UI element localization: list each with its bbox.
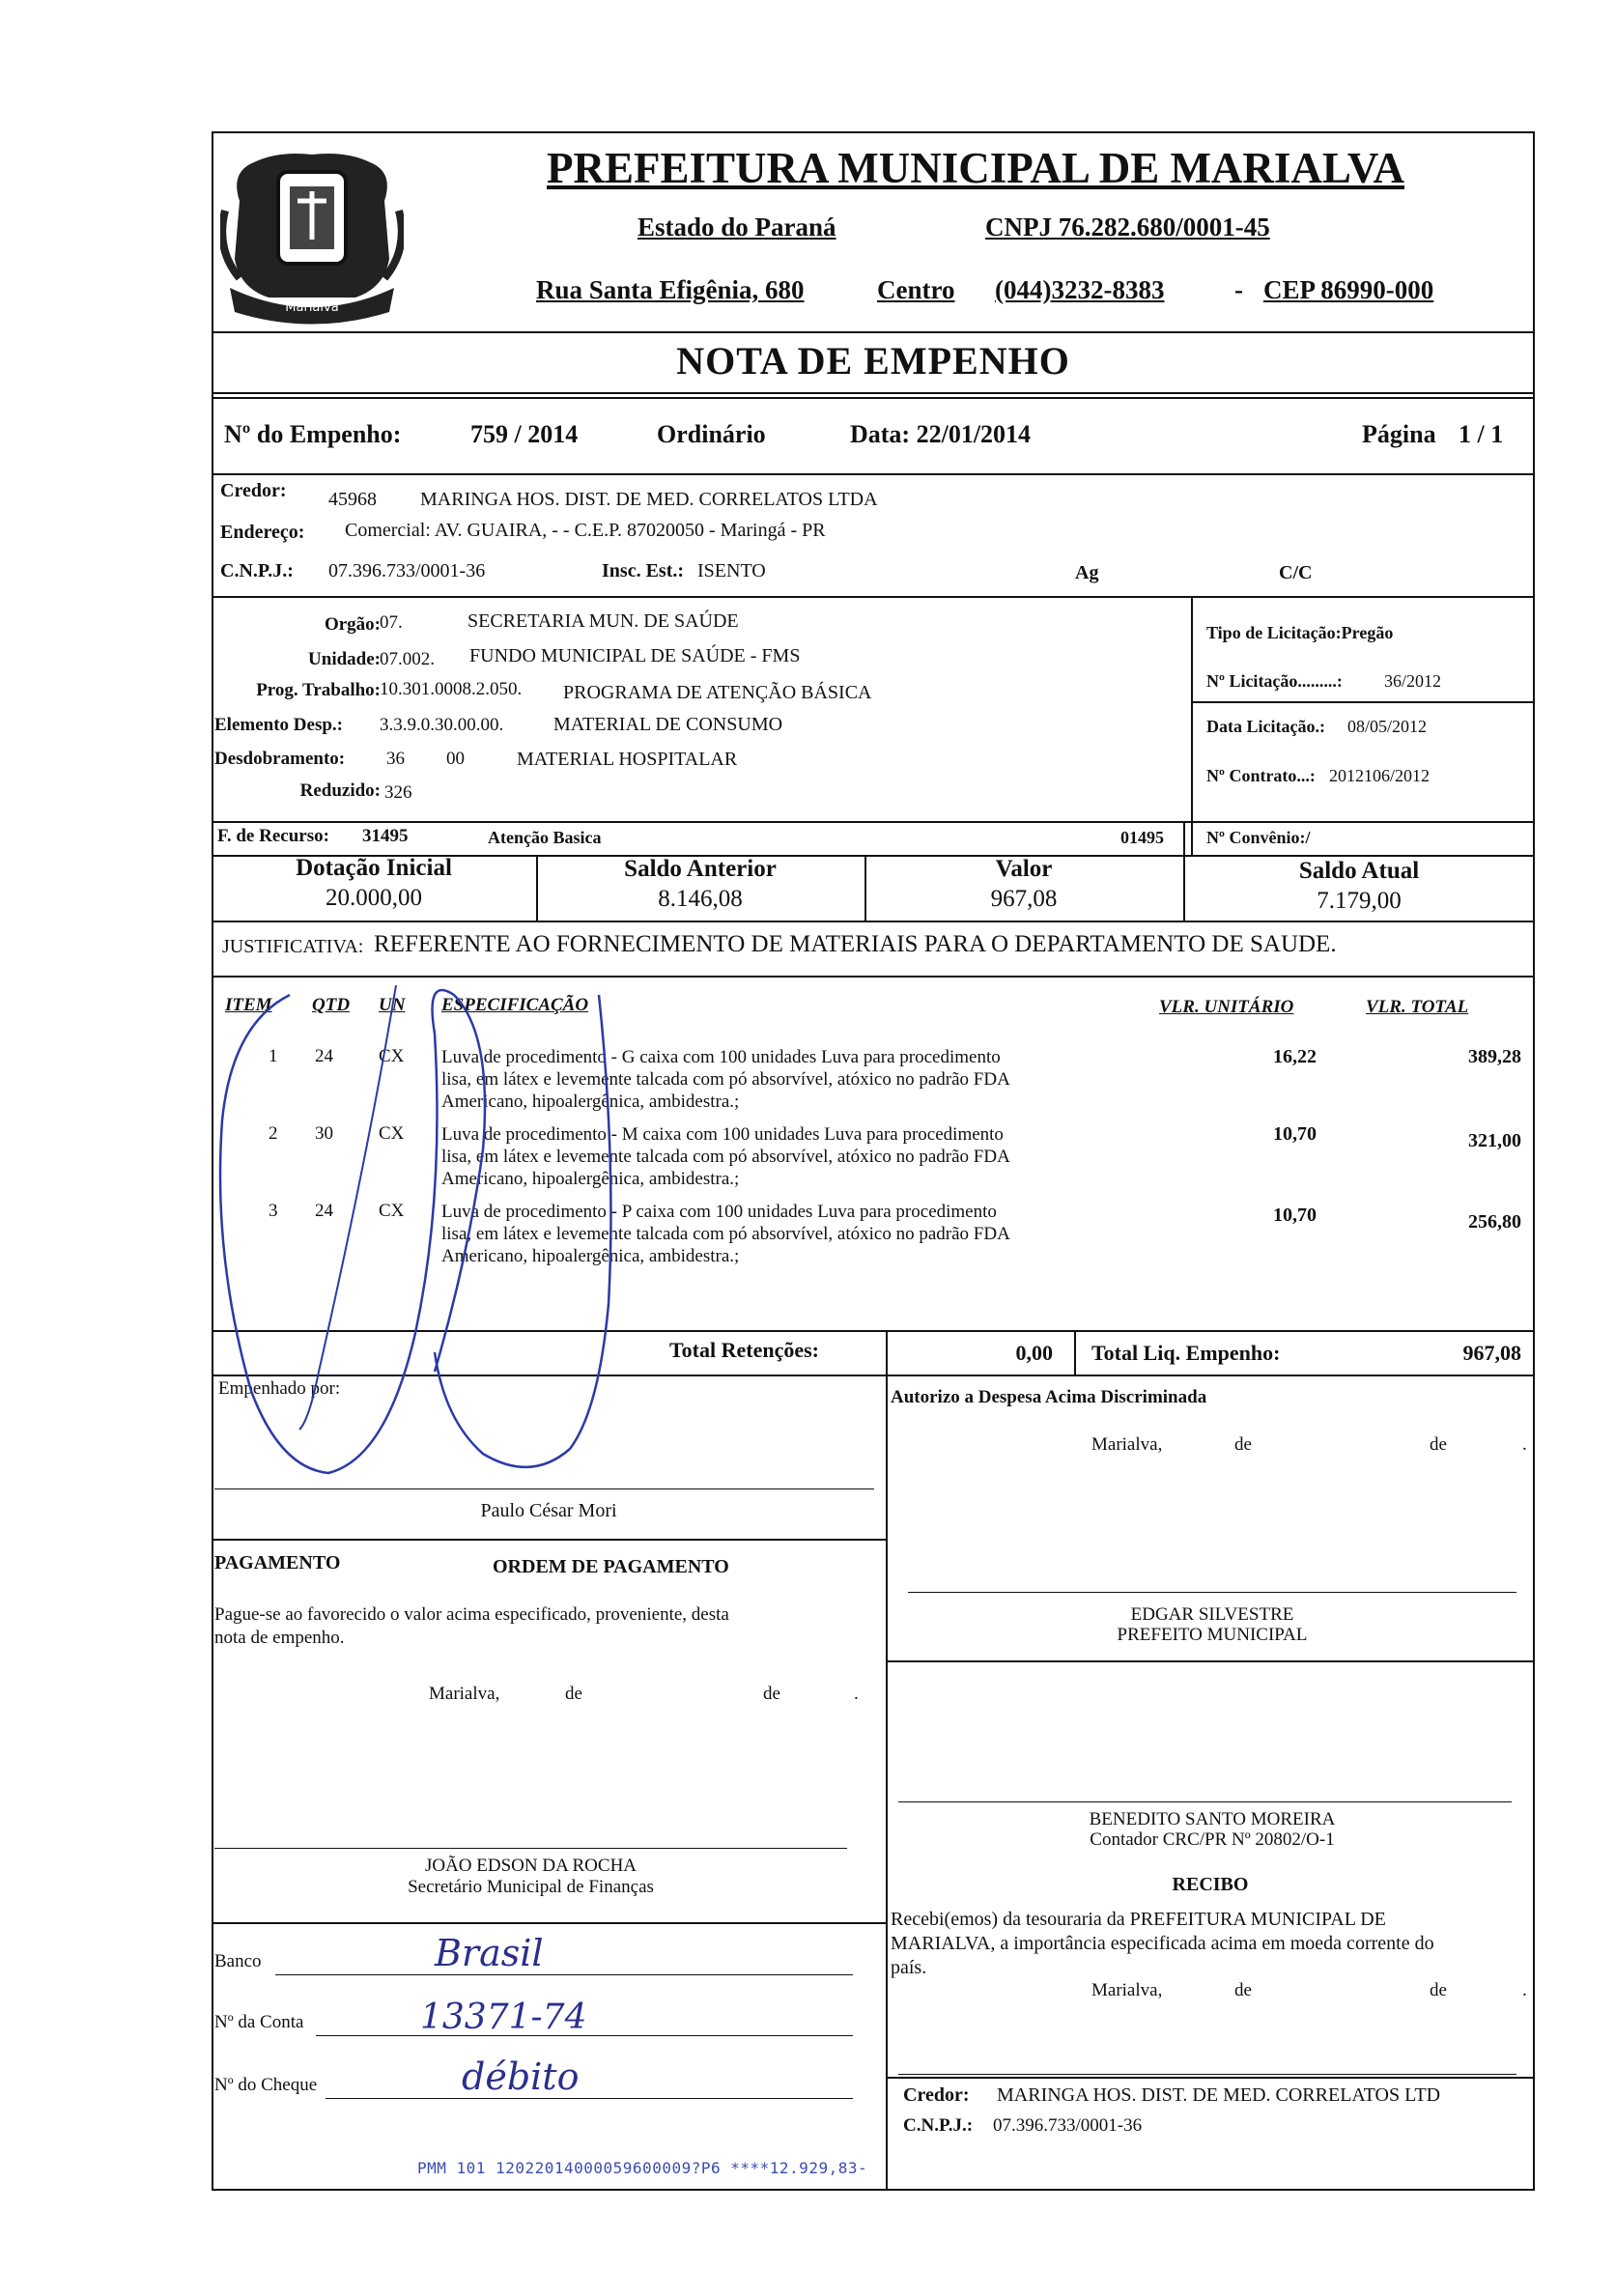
ordem-pagamento: ORDEM DE PAGAMENTO — [493, 1556, 729, 1577]
data-licitacao-label: Data Licitação.: — [1206, 717, 1325, 736]
signature-line — [214, 1848, 847, 1849]
credor-endereco: Comercial: AV. GUAIRA, - - C.E.P. 87020050 - Maringá - PR — [345, 520, 826, 541]
valor-label: Valor — [995, 856, 1053, 882]
item-desc-line: Americano, hipoalergênica, ambidestra.; — [441, 1246, 740, 1266]
insc-label: Insc. Est.: — [602, 560, 685, 581]
prefeito-assinatura — [889, 1604, 1536, 1645]
desdobramento: MATERIAL HOSPITALAR — [517, 749, 738, 770]
secretario-assinatura — [214, 1856, 847, 1898]
unidade-label: Unidade: — [308, 649, 381, 669]
tipo-licitacao: Tipo de Licitação:Pregão — [1206, 623, 1394, 642]
pagamento-label: PAGAMENTO — [214, 1552, 341, 1573]
retencoes: 0,00 — [1015, 1341, 1053, 1365]
dotacao-label: Dotação Inicial — [296, 855, 452, 881]
item-un: CX — [379, 1123, 405, 1144]
item-numero: 2 — [269, 1123, 278, 1144]
recurso-label: F. de Recurso: — [217, 826, 329, 846]
saldo-atual-label: Saldo Atual — [1298, 858, 1420, 884]
divider — [886, 1330, 888, 1375]
divider — [1183, 821, 1185, 855]
pagina-label: Página — [1362, 420, 1436, 448]
cnpj-prefeitura: CNPJ 76.282.680/0001-45 — [985, 213, 1270, 241]
desd-a: 36 — [386, 749, 405, 769]
item-desc-line: Luva de procedimento - G caixa com 100 unidades Luva para procedimento — [441, 1047, 1001, 1067]
recibo-titulo: RECIBO — [1172, 1874, 1249, 1895]
saldo-anterior-label: Saldo Anterior — [624, 856, 777, 882]
secretario-cargo: Secretário Municipal de Finanças — [408, 1877, 654, 1897]
credor-label: Credor: — [220, 480, 287, 501]
pagamento-de: de — [565, 1684, 582, 1704]
cheque-valor: débito — [462, 2055, 580, 2098]
liquido-label: Total Liq. Empenho: — [1091, 1341, 1281, 1365]
item-numero: 1 — [269, 1046, 278, 1066]
cnpj-label: C.N.P.J.: — [220, 560, 294, 581]
reduzido-label: Reduzido: — [299, 780, 381, 801]
prefeito-nome: EDGAR SILVESTRE — [1130, 1604, 1294, 1625]
saldo-atual: 7.179,00 — [1317, 888, 1402, 914]
banco-label: Banco — [214, 1951, 262, 1971]
endereco-prefeitura: Rua Santa Efigênia, 680 — [536, 275, 805, 304]
divider — [886, 2077, 1535, 2079]
liquido: 967,08 — [1462, 1341, 1521, 1365]
autorizo-cidade: Marialva, — [1091, 1434, 1163, 1455]
divider — [212, 331, 1535, 333]
item-qtd: 24 — [315, 1201, 333, 1221]
banco-valor: Brasil — [435, 1932, 544, 1974]
justificativa: REFERENTE AO FORNECIMENTO DE MATERIAIS PARA O DEPARTAMENTO DE SAUDE. — [374, 931, 1337, 957]
conta-label: Nº da Conta — [214, 2012, 304, 2032]
signature-line — [908, 1592, 1516, 1593]
estado: Estado do Paraná — [638, 213, 836, 241]
conta-corrente-label: C/C — [1279, 562, 1313, 583]
telefone: (044)3232-8383 — [995, 275, 1165, 304]
desd-b: 00 — [446, 749, 465, 769]
item-desc-line: lisa, em látex e levemente talcada com pó absorvível, atóxico no padrão FDA — [441, 1224, 1010, 1244]
divider — [212, 596, 1535, 598]
recibo-linha: MARIALVA, a importância especificada acima em moeda corrente do — [891, 1933, 1434, 1954]
saldo-anterior: 8.146,08 — [658, 886, 743, 912]
elemento: MATERIAL DE CONSUMO — [553, 714, 783, 735]
col-unitario: VLR. UNITÁRIO — [1159, 997, 1294, 1017]
unidade: FUNDO MUNICIPAL DE SAÚDE - FMS — [469, 645, 801, 666]
orgao-cod: 07. — [380, 612, 403, 633]
cep: CEP 86990-000 — [1263, 275, 1434, 304]
convenio: Nº Convênio:/ — [1206, 828, 1311, 847]
divider — [1191, 596, 1193, 855]
item-qtd: 24 — [315, 1046, 333, 1066]
agencia-label: Ag — [1075, 562, 1099, 583]
divider — [212, 392, 1535, 394]
col-qtd: QTD — [312, 995, 351, 1015]
item-total: 321,00 — [1468, 1130, 1521, 1151]
contador-assinatura — [889, 1809, 1536, 1850]
recibo-linha: país. — [891, 1957, 927, 1978]
autorizo-de: de — [1430, 1434, 1447, 1455]
divider — [212, 921, 1535, 922]
autorizo-de: de — [1234, 1434, 1252, 1455]
banco-line — [275, 1974, 853, 1975]
recurso-num: 01495 — [1120, 828, 1164, 847]
cheque-line — [326, 2098, 853, 2099]
prog: PROGRAMA DE ATENÇÃO BÁSICA — [563, 682, 872, 703]
signature-line — [898, 1801, 1512, 1802]
item-numero: 3 — [269, 1201, 278, 1221]
recibo-credor: MARINGA HOS. DIST. DE MED. CORRELATOS LTD — [997, 2084, 1441, 2106]
retencoes-label: Total Retenções: — [669, 1338, 819, 1362]
bairro: Centro — [877, 275, 955, 304]
recibo-de: de — [1234, 1980, 1252, 2000]
justificativa-label: JUSTIFICATIVA: — [222, 936, 364, 957]
autorizo-ponto: . — [1522, 1434, 1527, 1455]
recibo-de: de — [1430, 1980, 1447, 2000]
col-un: UN — [379, 995, 406, 1015]
col-total: VLR. TOTAL — [1366, 997, 1469, 1017]
recibo-cidade: Marialva, — [1091, 1980, 1163, 2000]
recurso-cod: 31495 — [362, 826, 409, 846]
recibo-credor-label: Credor: — [903, 2084, 970, 2106]
item-unitario: 10,70 — [1273, 1205, 1317, 1226]
licitacao-label: Nº Licitação.........: — [1206, 671, 1343, 691]
divider — [212, 821, 1535, 823]
valor: 967,08 — [990, 886, 1058, 912]
item-desc-line: Americano, hipoalergênica, ambidestra.; — [441, 1091, 740, 1112]
col-especificacao: ESPECIFICAÇÃO — [441, 995, 589, 1015]
empenho-tipo: Ordinário — [657, 420, 766, 448]
credor-nome: MARINGA HOS. DIST. DE MED. CORRELATOS LTDA — [420, 489, 878, 510]
autorizo: Autorizo a Despesa Acima Discriminada — [891, 1387, 1207, 1407]
contrato: 2012106/2012 — [1329, 766, 1431, 785]
col-item: ITEM — [225, 995, 272, 1015]
recibo-ponto: . — [1522, 1980, 1527, 2000]
divider — [212, 1922, 886, 1924]
item-un: CX — [379, 1046, 405, 1066]
pagamento-linha: Pague-se ao favorecido o valor acima especificado, proveniente, desta — [214, 1604, 729, 1625]
item-desc-line: Americano, hipoalergênica, ambidestra.; — [441, 1169, 740, 1189]
pagamento-de: de — [763, 1684, 780, 1704]
dotacao-inicial: 20.000,00 — [326, 885, 422, 911]
coat-of-arms-icon — [220, 143, 404, 331]
orgao-label: Orgão: — [324, 614, 381, 635]
reduzido: 326 — [384, 782, 412, 803]
unidade-cod: 07.002. — [380, 649, 435, 669]
prog-cod: 10.301.0008.2.050. — [380, 679, 523, 699]
secretario-nome: JOÃO EDSON DA ROCHA — [424, 1856, 638, 1876]
recibo-texto — [891, 1908, 1523, 1980]
divider — [212, 397, 1535, 399]
empenho-numero: 759 / 2014 — [470, 420, 579, 448]
pagamento-texto — [214, 1603, 729, 1650]
item-unitario: 16,22 — [1273, 1046, 1317, 1067]
empenho-data: Data: 22/01/2014 — [850, 420, 1032, 448]
orgao: SECRETARIA MUN. DE SAÚDE — [468, 610, 739, 632]
credor-cnpj: 07.396.733/0001-36 — [328, 560, 486, 581]
item-desc-line: Luva de procedimento - M caixa com 100 unidades Luva para procedimento — [441, 1124, 1004, 1145]
elemento-label: Elemento Desp.: — [214, 715, 343, 735]
item-un: CX — [379, 1201, 405, 1221]
svg-text:Marialva: Marialva — [285, 300, 339, 315]
item-qtd: 30 — [315, 1123, 333, 1144]
handwritten-loop-mark — [193, 966, 628, 1545]
prefeito-cargo: PREFEITO MUNICIPAL — [1117, 1625, 1308, 1645]
data-licitacao: 08/05/2012 — [1347, 717, 1428, 736]
recibo-cnpj: 07.396.733/0001-36 — [993, 2115, 1143, 2136]
divider — [886, 1375, 888, 2191]
page-title: PREFEITURA MUNICIPAL DE MARIALVA — [546, 144, 1405, 192]
signature-line — [898, 2074, 1516, 2075]
item-total: 256,80 — [1468, 1211, 1521, 1233]
empenhado-nome: Paulo César Mori — [480, 1500, 617, 1521]
empenhado-label: Empenhado por: — [218, 1378, 341, 1399]
credor-codigo: 45968 — [328, 489, 377, 510]
licitacao-num: 36/2012 — [1384, 671, 1442, 691]
contrato-label: Nº Contrato...: — [1206, 766, 1316, 785]
item-desc-line: lisa, em látex e levemente talcada com pó absorvível, atóxico no padrão FDA — [441, 1147, 1010, 1167]
separator: - — [1234, 275, 1243, 304]
empenho-label: Nº do Empenho: — [224, 420, 402, 448]
pagamento-ponto: . — [854, 1684, 859, 1704]
item-total: 389,28 — [1468, 1046, 1521, 1067]
divider — [1191, 701, 1535, 703]
pagina: 1 / 1 — [1459, 420, 1504, 448]
desdobramento-label: Desdobramento: — [214, 749, 346, 769]
pagamento-linha: nota de empenho. — [214, 1628, 345, 1648]
contador-nome: BENEDITO SANTO MOREIRA — [1089, 1809, 1336, 1829]
item-unitario: 10,70 — [1273, 1123, 1317, 1145]
recibo-cnpj-label: C.N.P.J.: — [903, 2115, 974, 2136]
autenticacao-bancaria: PMM 101 12022014000059600009?P6 ****12.929,83- — [417, 2159, 868, 2177]
cheque-label: Nº do Cheque — [214, 2075, 318, 2095]
endereco-label: Endereço: — [220, 522, 305, 543]
insc: ISENTO — [697, 560, 766, 581]
recurso: Atenção Basica — [488, 828, 602, 847]
conta-valor: 13371-74 — [420, 1998, 587, 2037]
divider — [1074, 1330, 1076, 1375]
elemento-cod: 3.3.9.0.30.00.00. — [380, 715, 504, 735]
divider — [886, 1660, 1535, 1662]
prog-label: Prog. Trabalho: — [256, 680, 381, 700]
item-desc-line: lisa, em látex e levemente talcada com pó absorvível, atóxico no padrão FDA — [441, 1069, 1010, 1090]
pagamento-cidade: Marialva, — [429, 1684, 500, 1704]
contador-cargo: Contador CRC/PR Nº 20802/O-1 — [1090, 1829, 1335, 1850]
item-desc-line: Luva de procedimento - P caixa com 100 unidades Luva para procedimento — [441, 1202, 997, 1222]
divider — [212, 473, 1535, 475]
recibo-linha: Recebi(emos) da tesouraria da PREFEITURA MUNICIPAL DE — [891, 1909, 1386, 1930]
doc-title: NOTA DE EMPENHO — [676, 339, 1070, 383]
